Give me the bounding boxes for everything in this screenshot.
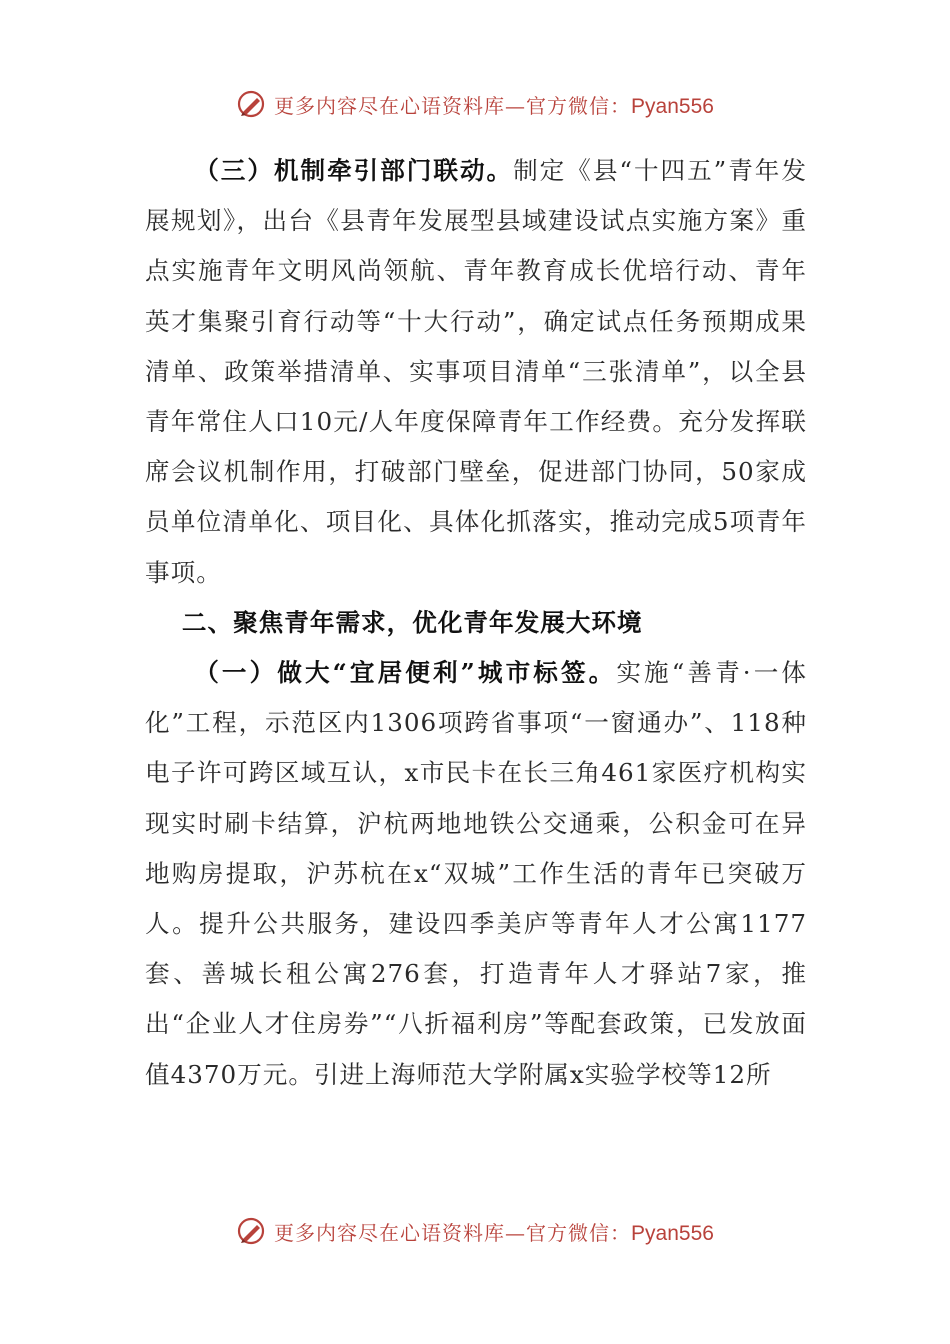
- paragraph-mechanism: [145, 146, 807, 598]
- section-heading: 二、聚焦青年需求，优化青年发展大环境: [181, 607, 643, 637]
- paragraph-livable-city: [145, 648, 807, 1100]
- footer-banner: [0, 1211, 950, 1251]
- pen-circle-logo: [236, 1216, 266, 1246]
- paragraph-lead: （三）机制牵引部门联动。: [194, 156, 514, 185]
- header-banner-text: 更多内容尽在心语资料库—官方微信：Pyan556: [274, 93, 714, 118]
- footer-banner-text: 更多内容尽在心语资料库—官方微信：Pyan556: [274, 1220, 714, 1245]
- footer-banner-brand: Pyan556: [631, 1221, 714, 1245]
- document-body: [145, 146, 807, 1100]
- header-banner-brand: Pyan556: [631, 94, 714, 118]
- pen-circle-logo: [236, 89, 266, 119]
- paragraph-text: 实施“善青·一体化”工程，示范区内1306项跨省事项“一窗通办”、118种电子许可跨区域互认，x市民卡在长三角461家医疗机构实现实时刷卡结算，沪杭两地地铁公交通乘，公积金可在异地购房提取，沪苏杭在x“双城”工作生活的青年已突破万人。提升公共服务，建设四季美庐等青年人才公寓1177套、善城长租公寓276套，打造青年人才驿站7家，推出“企业人才住房券”“八折福利房”等配套政策，已发放面值4370万元。引进上海师范大学附属x实验学校等12所: [145, 658, 807, 1089]
- paragraph-text: 制定《县“十四五”青年发展规划》，出台《县青年发展型县域建设试点实施方案》重点实施青年文明风尚领航、青年教育成长优培行动、青年英才集聚引育行动等“十大行动”，确定试点任务预期成果清单、政策举措清单、实事项目清单“三张清单”，以全县青年常住人口10元/人年度保障青年工作经费。充分发挥联席会议机制作用，打破部门壁垒，促进部门协同，50家成员单位清单化、项目化、具体化抓落实，推动完成5项青年事项。: [145, 156, 807, 587]
- paragraph-lead: （一）做大“宜居便利”城市标签。: [194, 658, 617, 688]
- header-banner: [0, 84, 950, 124]
